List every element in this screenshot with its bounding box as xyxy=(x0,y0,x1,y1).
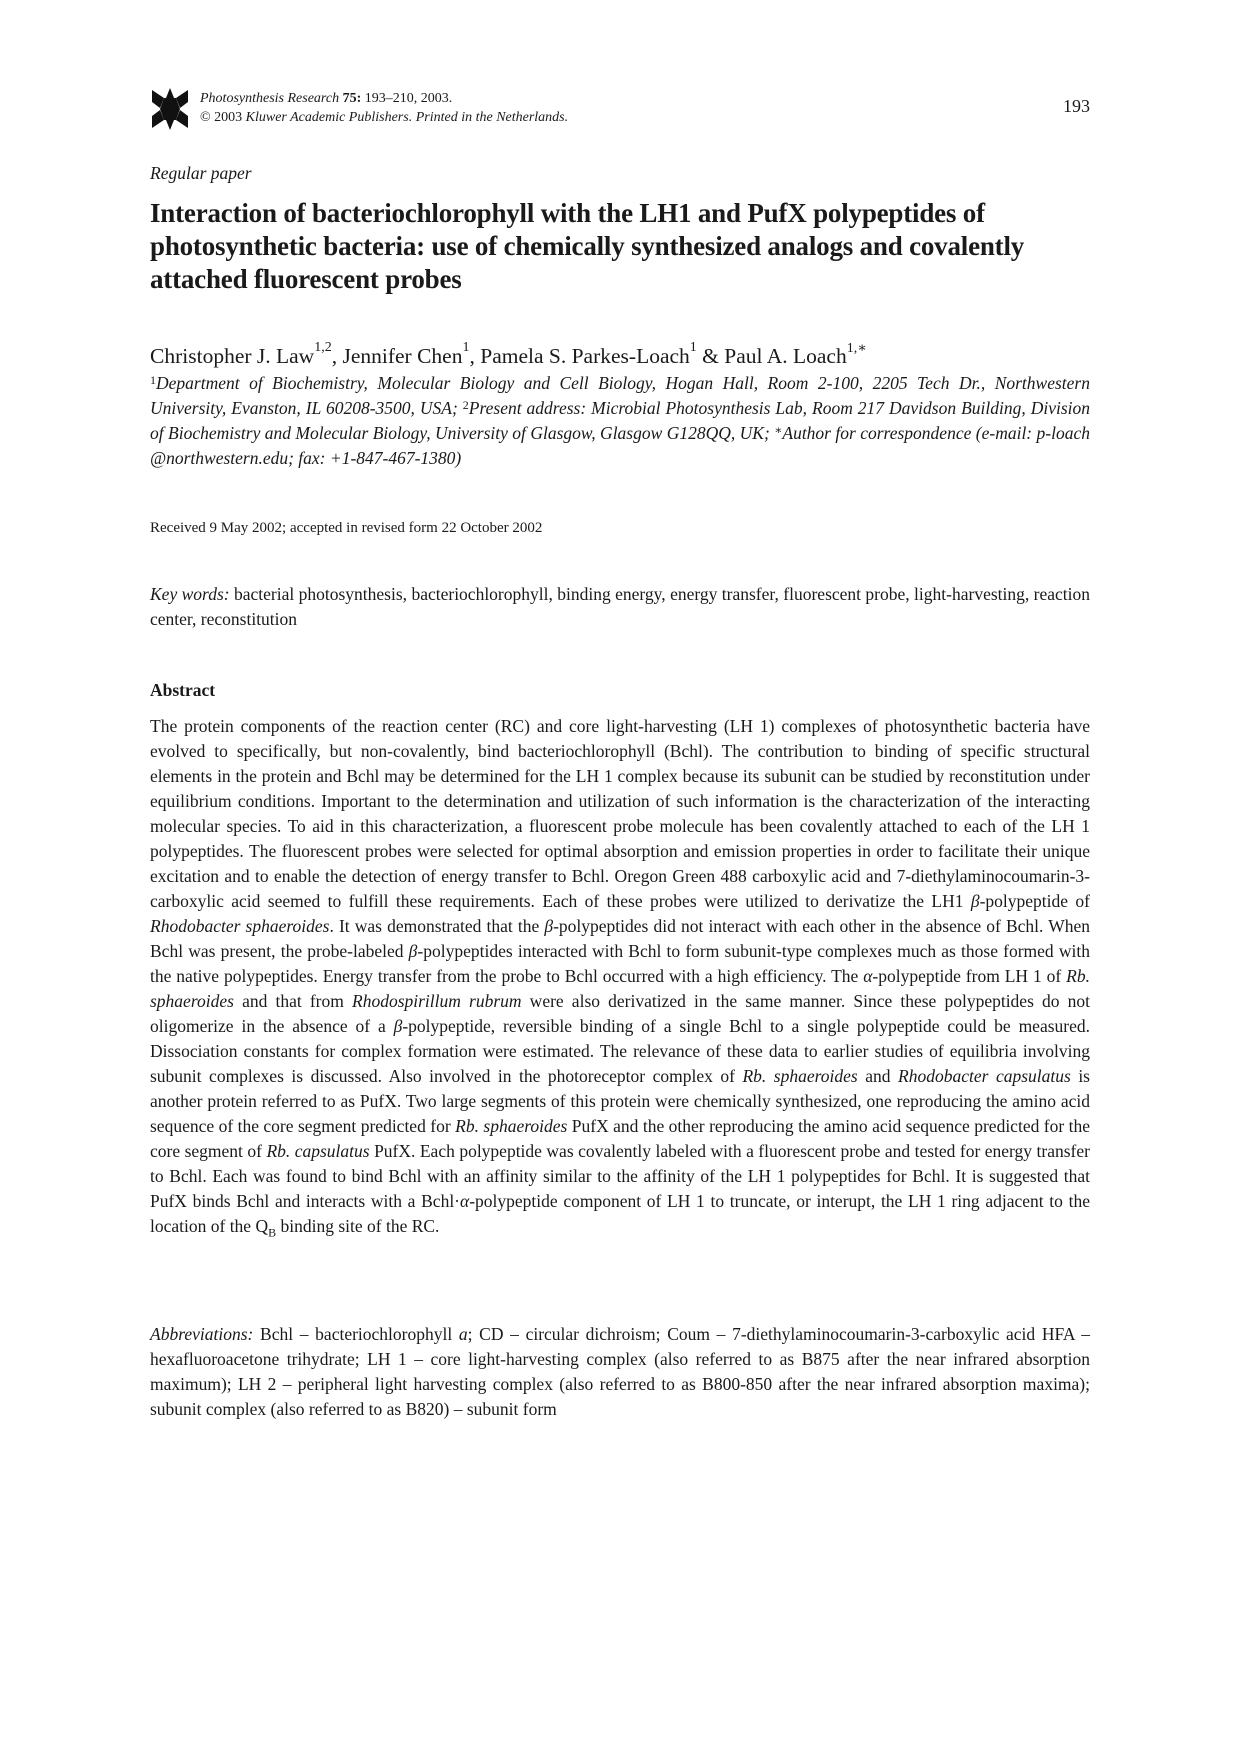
abstract-body xyxy=(150,714,1090,1246)
kluwer-logo-icon xyxy=(150,88,190,130)
greek-beta: β xyxy=(408,941,418,961)
keywords-text: bacterial photosynthesis, bacteriochlorophyll, binding energy, energy transfer, fluorescent probe, light-harvesting, reaction center, reconstitution xyxy=(150,584,1090,629)
journal-line-1 xyxy=(200,89,568,108)
author-name: Pamela S. Parkes-Loach xyxy=(480,344,690,368)
author-list xyxy=(150,340,867,369)
author-affiliation-marker: 1 xyxy=(462,340,470,355)
journal-pages-year: 193–210, 2003. xyxy=(364,91,453,106)
journal-name: Photosynthesis Research xyxy=(200,91,340,106)
species-name: Rhodobacter sphaeroides xyxy=(150,916,330,936)
publisher-name: Kluwer Academic Publishers. xyxy=(245,110,413,125)
abstract-text: -polypeptide of xyxy=(979,891,1091,911)
article-type-label: Regular paper xyxy=(150,163,252,183)
abbreviations-text: Bchl – bacteriochlorophyll xyxy=(253,1324,459,1344)
affiliation-marker-2: 2 xyxy=(462,398,469,412)
abbreviations-italic: a xyxy=(458,1324,468,1344)
page-number: 193 xyxy=(1063,96,1090,116)
q-subscript: B xyxy=(268,1225,277,1240)
abstract-text: -polypeptide component of LH 1 to truncate, or interupt, the LH 1 ring adjacent to the location of the Q xyxy=(150,1191,1090,1236)
author-affiliations xyxy=(150,371,1090,471)
journal-citation xyxy=(200,89,568,127)
author-affiliation-marker: 1 xyxy=(689,340,697,355)
greek-beta: β xyxy=(970,891,980,911)
keywords-label: Key words: xyxy=(150,584,230,604)
publisher-logo xyxy=(150,88,190,130)
abstract-text: binding site of the RC. xyxy=(276,1216,440,1236)
author-separator: & xyxy=(696,344,725,368)
printed-location: Printed in the Netherlands. xyxy=(415,110,569,125)
species-name: Rb. sphaeroides xyxy=(455,1116,568,1136)
author-separator: , xyxy=(331,344,343,368)
species-name: Rhodospirillum rubrum xyxy=(352,991,522,1011)
species-name: Rhodobacter capsulatus xyxy=(898,1066,1071,1086)
abstract-heading: Abstract xyxy=(150,680,216,700)
abstract-text: -polypeptide, reversible binding of a single Bchl to a single polypeptide could be measured. Dissociation constants for complex formation were estimated. The relevance of these data to earlier studies of equilibria involving subunit complexes is discussed. Also involved in the photoreceptor complex of xyxy=(150,1016,1090,1086)
species-name: Rb. sphaeroides xyxy=(150,966,1090,1011)
author-name: Paul A. Loach xyxy=(724,344,847,368)
journal-volume: 75: xyxy=(342,91,362,106)
abbreviations-label: Abbreviations: xyxy=(150,1324,254,1344)
abstract-text: -polypeptides did not interact with each other in the absence of Bchl. When Bchl was present, the probe-labeled xyxy=(150,916,1090,961)
species-name: Rb. sphaeroides xyxy=(742,1066,858,1086)
greek-beta: β xyxy=(393,1016,403,1036)
abbreviations-text: ; CD – circular dichroism; Coum – 7-diethylaminocoumarin-3-carboxylic acid HFA – hexafluoroacetone trihydrate; LH 1 – core light-harvesting complex (also referred to as B875 after the near infrared absorption maximum); LH 2 – peripheral light harvesting complex (also referred to as B800-850 after the near infrared absorption maxima); subunit complex (also referred to as B820) – subunit form xyxy=(150,1324,1090,1419)
affiliation-2: Present address: Microbial Photosynthesis Lab, Room 217 Davidson Building, Division of Biochemistry and Molecular Biology, University of Glasgow, Glasgow G128QQ, UK; xyxy=(150,398,1091,443)
author-separator: , xyxy=(469,344,481,368)
keywords xyxy=(150,582,1090,632)
correspondence-info: Author for correspondence (e-mail: p-loach @northwestern.edu; fax: +1-847-467-1380) xyxy=(150,423,1090,468)
received-dates: Received 9 May 2002; accepted in revised form 22 October 2002 xyxy=(150,520,543,536)
correspondence-marker: ∗ xyxy=(774,423,783,437)
abstract-text: and xyxy=(857,1066,899,1086)
abstract-text: -polypeptides interacted with Bchl to form subunit-type complexes much as those formed with the native polypeptides. Energy transfer from the probe to Bchl occurred with a high efficiency. The xyxy=(150,941,1090,986)
affiliation-1: Department of Biochemistry, Molecular Biology and Cell Biology, Hogan Hall, Room 2-100, 2205 Tech Dr., Northwestern University, Evanston, IL 60208-3500, USA; xyxy=(150,373,1090,418)
author-name: Jennifer Chen xyxy=(342,344,463,368)
greek-alpha: α xyxy=(460,1191,470,1211)
article-title: Interaction of bacteriochlorophyll with the LH1 and PufX polypeptides of photosynthetic bacteria: use of chemically synthesized analogs and covalently attached fluorescent probes xyxy=(150,198,1025,294)
greek-alpha: α xyxy=(863,966,873,986)
greek-beta: β xyxy=(544,916,554,936)
abstract-text: is another protein referred to as PufX. Two large segments of this protein were chemically synthesized, one reproducing the amino acid sequence of the core segment predicted for xyxy=(150,1066,1090,1136)
copyright-year: © 2003 xyxy=(200,110,243,125)
abstract-text: The protein components of the reaction center (RC) and core light-harvesting (LH 1) complexes of photosynthetic bacteria have evolved to specifically, but non-covalently, bind bacteriochlorophyll (Bchl). The contribution to binding of specific structural elements in the protein and Bchl may be determined for the LH 1 complex because its subunit can be studied by reconstitution under equilibrium conditions. Important to the determination and utilization of such information is the characterization of the interacting molecular species. To aid in this characterization, a fluorescent probe molecule has been covalently attached to each of the LH 1 polypeptides. The fluorescent probes were selected for optimal absorption and emission properties in order to facilitate their unique excitation and to enable the detection of energy transfer to Bchl. Oregon Green 488 carboxylic acid and 7-diethylaminocoumarin-3-carboxylic acid seemed to fulfill these requirements. Each of these probes were utilized to derivatize the LH1 xyxy=(150,716,1090,911)
species-name: Rb. capsulatus xyxy=(266,1141,370,1161)
abstract-text: . It was demonstrated that the xyxy=(329,916,545,936)
abstract-text: and that from xyxy=(233,991,352,1011)
author-affiliation-marker: 1,∗ xyxy=(846,341,867,356)
abstract-text: PufX. Each polypeptide was covalently labeled with a fluorescent probe and tested for energy transfer to Bchl. Each was found to bind Bchl with an affinity similar to the affinity of the LH 1 polypeptides for Bchl. It is suggested that PufX binds Bchl and interacts with a Bchl· xyxy=(150,1141,1090,1211)
affiliation-marker-1: 1 xyxy=(150,373,156,387)
abstract-text: -polypeptide from LH 1 of xyxy=(872,966,1067,986)
author-name: Christopher J. Law xyxy=(150,344,315,368)
author-affiliation-marker: 1,2 xyxy=(314,340,332,355)
abstract-text: were also derivatized in the same manner. Since these polypeptides do not oligomerize in the absence of a xyxy=(150,991,1091,1036)
journal-line-2 xyxy=(200,108,568,127)
abstract-text: PufX and the other reproducing the amino acid sequence predicted for the core segment of xyxy=(150,1116,1090,1161)
abbreviations xyxy=(150,1322,1090,1422)
